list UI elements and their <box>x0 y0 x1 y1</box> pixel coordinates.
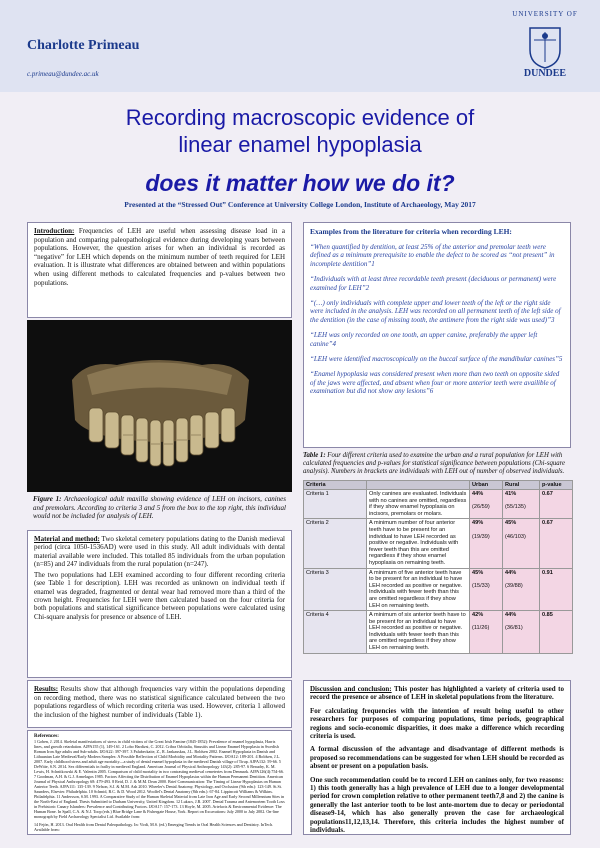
table-header-row <box>304 481 573 490</box>
row-pvalue: 0.67 <box>540 490 573 519</box>
introduction-label: Introduction: <box>34 227 75 235</box>
references-text-2: 14 Fejön, H. 2013. Oral Health from Dental Paleopathology. In: Virdi, M.S. (ed.) Emerging Trends in Oral Health Sciences and Dentistry. InTech. Available from: <box>34 822 274 832</box>
row-criteria: Criteria 3 <box>304 568 367 611</box>
title-line-1: Recording macroscopic evidence of <box>125 105 475 130</box>
row-rural: 45% (46/103) <box>503 519 540 568</box>
col-pvalue: p-value <box>540 481 573 490</box>
maxilla-photo <box>27 320 292 492</box>
methods-label: Material and method: <box>34 535 100 543</box>
row-pvalue: 0.91 <box>540 568 573 611</box>
results-label: Results: <box>34 685 59 693</box>
quote-5: “LEH were identified macroscopically on the buccal surface of the mandibular canines”5 <box>310 355 563 364</box>
row-urban: 44% (26/59) <box>470 490 503 519</box>
row-pvalue: 0.67 <box>540 519 573 568</box>
methods-section <box>27 530 292 678</box>
row-criteria: Criteria 1 <box>304 490 367 519</box>
row-pvalue: 0.85 <box>540 611 573 654</box>
author-name: Charlotte Primeau <box>27 38 140 53</box>
university-logo <box>510 6 580 86</box>
discussion-section <box>303 680 571 835</box>
table-1-caption <box>303 452 571 476</box>
references-section <box>27 730 292 835</box>
references-label: References: <box>34 734 59 739</box>
introduction-text: Frequencies of LEH are useful when assessing disease load in a population and comparing paleopathological evidence during developing years between populations. However, the question arises for when an individual is recorded as “negative” for LEH which depends on the minimum number of teeth required for LEH evaluation. It is illustrate what differences are obtained between and within populations when using different methods to calculated frequencies and p-values between two populations. <box>34 227 285 287</box>
table-row <box>304 519 573 568</box>
criteria-table <box>303 480 573 654</box>
methods-text-1: Two skeletal cemetery populations dating to the Danish medieval period (circa 1050-1536AD) were used in this study. All adult individuals with dental material available were included. This totalled 85 individuals from the urban population (n=85) and 247 individuals from the rural population (n=247). <box>34 535 286 568</box>
col-urban: Urban <box>470 481 503 490</box>
discussion-label: Discussion and conclusion: <box>310 685 392 693</box>
row-urban: 49% (19/39) <box>470 519 503 568</box>
discussion-text-2: For calculating frequencies with the intention of result being useful to other researchers for purposes of comparing populations, time periods, geographical regions and socio-economic disparities, it does make a difference which recording criteria is used. <box>310 706 564 741</box>
examples-section <box>303 222 571 448</box>
col-rural: Rural <box>503 481 540 490</box>
row-description: A minimum number of four anterior teeth have to be present for an individual to have LEH recorded as positive or negative. Individuals with fewer teeth than this are omitted regardless if they show enamel hypoplasia on remaining teeth. <box>367 519 470 568</box>
figure-1-text: Archaeological adult maxilla showing evidence of LEH on incisors, canines and premolars. According to criteria 3 and 5 from the box to the top right, this individual would not be included for analysis of LEH. <box>33 495 286 521</box>
discussion-text-1: This poster has highlighted a variety of criteria used to record the presence or absence of LEH in skeletal populations from the literature. <box>310 685 564 702</box>
row-rural: 44% (36/81) <box>503 611 540 654</box>
table-row <box>304 490 573 519</box>
maxilla-image-icon <box>27 320 292 492</box>
presented-at: Presented at the “Stressed Out” Conference at University College London, Institute of Archaeology, May 2017 <box>124 200 476 209</box>
references-text: 1 Goben, J. 2014. Skeletal manifestations of stress in child victims of the Great Irish Famine (1845-1852): Prevalence of enamel hypoplasia, Harris lines, and growth retardation. AJPA155 (1), 149-161. 2 Lobo Hardizst, C. 2012. Cribra Orbitalia, Sinusitis and Linear Enamel Hypoplasia in Swedish Roman Iron Age adults and Sub-adults. IJOA22: 397-397. 3 Palubeckaite, Z., R. Jankauskas, J.L. Boldsen 2002. Enamel Hypoplasia in Danish and Lithuanian Late Medieval/Early Modern Samples: A Possible Reflection of Child Morbidity and Mortality Patterns. IJOA12: 189-201. 4 Boldsen, J.L. 2007. Early childhood stress and adult age mortality—a study of dental enamel hypoplasia in the medieval Danish village of Tirup. AJPA132: 59-66. 5 DeWitte, S.N. 2014. Sex differentials in frailty in medieval England. American Journal of Physical Anthropology 143(2): 285-97. 6 Beaudry, K. M. Lewis, H. Schnitkowski & E. Valentin 2005. Comparison of child mortality in two contrasting medieval cemeteries from Denmark. AJPA126(4):754-66. 7 Goodman, A.H. & G.J. Armelagos 1985. Factors Affecting the Distribution of Enamel Hypoplasias within the Human Permanent Dentition. American Journal of Physical Anthropology 68: 479-493. 8 Reid, D. J. & M.M. Dean 2000. Brief Communication: The Timing of Linear Hypoplasias on Human Anterior Teeth. AJPA111: 135-139. 9 Nelson, S.J. & M.M. Ash 2010. Wheeler's Dental Anatomy, Physiology, and Occlusion (9th edn.): 123-149. St.St. Saunders, Elsevier. Philadelphia. 10 Schmid, B.C. & D. Wood 2012. Woolfel's Dental Anatomy (8th edn.): 67-84. Lippincott Williams & Wilkins. Philadelphia. 11 Andersson, S.M. 1993. A Comparative Study of the Human Skeletal Material from Late Iron Age and Early Second Millennium Sites in the North-East of England. Thesis Submitted to Durham University, United Kingdom. 12 Lukacs, J.R. 2007. Dental Trauma and Antemortem Tooth Loss in Prehistoric Canary Islanders: Prevalence and Contributing Factors. IJOA17: 157-173. 13 Hoyle, M. 2005. Artefacts & Environmental Evidence: The Human Bone. In Spall, C.A. & N.J. Toop (eds.) Blue Bridge Lane & Fishergate House, York. Report on Excavations: July 2000 to July 2002. On-line monograph by Field Archaeology Specialist Ltd. Available from: <box>34 739 285 819</box>
logo-top-text: UNIVERSITY OF <box>512 10 578 18</box>
table-row <box>304 611 573 654</box>
row-description: Only canines are evaluated. Individuals with no canines are omitted, regardless if they show enamel hypoplasia on incisors, premolars or molars. <box>367 490 470 519</box>
table-row <box>304 568 573 611</box>
table-1-text: Four different criteria used to examine the urban and a rural population for LEH with calculated frequencies and p-values for statistical significance between populations (Chi-square analysis). Numbers in brackets are individuals with LEH out of number of observed individuals. <box>303 452 566 475</box>
results-text: Results show that although frequencies vary within the populations depending on recording method, there was no statistical significance calculated between the two populations regardless of which recording criteria was used. However, criteria 1 allowed the inclusion of the highest number of individuals (Table 1). <box>34 685 285 719</box>
col-criteria: Criteria <box>304 481 367 490</box>
row-criteria: Criteria 2 <box>304 519 367 568</box>
methods-text-2: The two populations had LEH examined according to four different recording criteria (see Table 1 for description). LEH was recorded as unknown on individual teeth if enamel was degraded, fragmented or dental wear had removed more than a third of the crown height. Frequencies for LEH were then calculated based on the four criteria for both populations and statistical significance between populations were calculated using Chi-square analysis for presence or absence of LEH. <box>34 571 285 621</box>
quote-3: “(…) only individuals with complete upper and lower teeth of the left or the right side were included in the analysis. LEH was recorded on all permanent teeth of the left side of the dentition (in the case of missing tooth, the antimere from the right side was used)”3 <box>310 299 561 324</box>
poster-title <box>0 104 600 158</box>
introduction-section <box>27 222 292 318</box>
row-urban: 42% (11/26) <box>470 611 503 654</box>
row-description: A minimum of six anterior teeth have to be present for an individual to have LEH recorded as positive or negative. Individuals with fewer teeth than this are omitted regardless if they show LEH on remaining teeth. <box>367 611 470 654</box>
poster-subtitle: does it matter how we do it? <box>145 170 455 196</box>
title-line-2: linear enamel hypoplasia <box>178 132 422 157</box>
figure-1-caption <box>27 492 292 530</box>
author-email[interactable]: c.primeau@dundee.ac.uk <box>27 70 99 78</box>
discussion-text-4: One such recommendation could be to record LEH on canines only, for two reasons: 1) this tooth generally has a high prevalence of LEH due to a longer developmental period for crown completion relative to other permanent teeth7,8 and 2) the canine is generally the last anterior tooth to be lost ante-mortem due to decay or periodontal disease9-14, which has also generally proven the case for archaeological populations11,12,13,14. Therefore, this criteria includes the highest number of individuals. <box>310 775 564 835</box>
row-description: A minimum of five anterior teeth have to be present for an individual to have LEH recorded as positive or negative. Individuals with fewer teeth than this are omitted regardless if they show LEH on remaining teeth. <box>367 568 470 611</box>
logo-bottom-text: DUNDEE <box>523 68 567 79</box>
figure-1-label: Figure 1: <box>33 495 62 503</box>
discussion-text-3: A formal discussion of the advantage and disadvantage of different methods is proposed so recommendations can be suggested for when LEH should be recorded as absent or present on a population basis. <box>310 745 564 771</box>
row-rural: 41% (55/135) <box>503 490 540 519</box>
row-criteria: Criteria 4 <box>304 611 367 654</box>
row-rural: 44% (39/88) <box>503 568 540 611</box>
quote-2: “Individuals with at least three recordable teeth present (deciduous or permanent) were examined for LEH”2 <box>310 275 557 292</box>
results-section <box>27 680 292 728</box>
quote-1: “When quantified by dentition, at least 25% of the anterior and premolar teeth were defined as a minimum prerequisite to enable the defect to be scored as “not present” in incomplete dentition”1 <box>310 243 555 268</box>
col-description <box>367 481 470 490</box>
row-urban: 45% (15/33) <box>470 568 503 611</box>
examples-title: Examples from the literature for criteria when recording LEH: <box>310 227 512 236</box>
quote-4: “LEH was only recorded on one tooth, an upper canine, preferably the upper left canine”4 <box>310 331 538 348</box>
quote-6: “Enamel hypoplasia was considered present when more than two teeth on opposite sided of the jaws were affected, and absent when four or more anterior teeth were availible of examination but did not show any lesions”6 <box>310 370 560 396</box>
table-1-label: Table 1: <box>303 452 326 459</box>
